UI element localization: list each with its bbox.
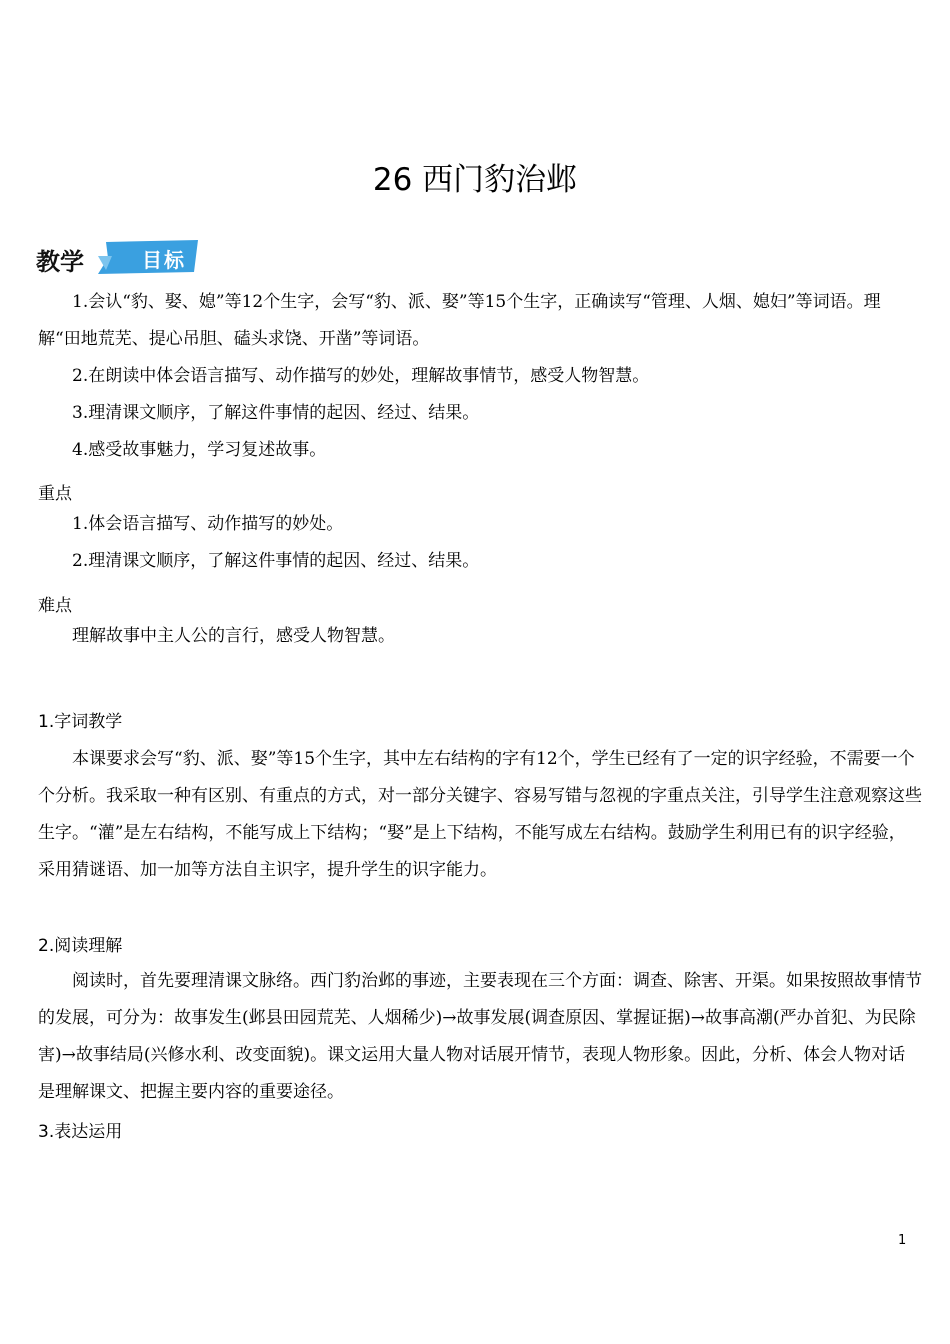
section-heading: 2.阅读理解 (38, 936, 123, 956)
badge-left-label: 教学 (36, 248, 84, 276)
section-text: 阅读时，首先要理清课文脉络。西门豹治邺的事迹，主要表现在三个方面：调查、除害、开渠。如果按照故事情节的发展，可分为：故事发生(邺县田园荒芜、人烟稀少)→故事发展(调查原因、掌握证据)→故事高潮(严办首犯、为民除害)→故事结局(兴修水利、改变面貌)。课文运用大量人物对话展开情节，表现人物形象。因此，分析、体会人物对话是理解课文、把握主要内容的重要途径。 (38, 971, 922, 1102)
key-point-item: 2.理清课文顺序，了解这件事情的起因、经过、结果。 (72, 551, 480, 571)
badge-right-label: 目标 (142, 248, 186, 272)
difficulty-text: 理解故事中主人公的言行，感受人物智慧。 (72, 626, 395, 646)
badge-right-block (98, 240, 200, 274)
goal-item: 3.理清课文顺序，了解这件事情的起因、经过、结果。 (72, 403, 480, 423)
goal-item: 2.在朗读中体会语言描写、动作描写的妙处，理解故事情节，感受人物智慧。 (72, 366, 650, 386)
section-heading: 3.表达运用 (38, 1122, 123, 1142)
goal-item: 4.感受故事魅力，学习复述故事。 (72, 440, 327, 460)
section-heading: 1.字词教学 (38, 712, 123, 732)
section-text: 本课要求会写“豹、派、娶”等15个生字，其中左右结构的字有12个，学生已经有了一定的识字经验，不需要一个个分析。我采取一种有区别、有重点的方式，对一部分关键字、容易写错与忽视的字重点关注，引导学生注意观察这些生字。“灌”是左右结构，不能写成上下结构；“娶”是上下结构，不能写成左右结构。鼓励学生利用已有的识字经验，采用猜谜语、加一加等方法自主识字，提升学生的识字能力。 (38, 749, 922, 880)
page-title: 26 西门豹治邺 (372, 162, 578, 198)
key-points-heading: 重点 (38, 484, 72, 504)
difficulty-heading: 难点 (38, 596, 72, 616)
page-number: 1 (898, 1233, 907, 1248)
teaching-goals-badge (36, 240, 186, 276)
goal-item: 1.会认“豹、娶、媳”等12个生字，会写“豹、派、娶”等15个生字，正确读写“管理、人烟、媳妇”等词语。理解“田地荒芜、提心吊胆、磕头求饶、开凿”等词语。 (38, 292, 881, 349)
key-point-item: 1.体会语言描写、动作描写的妙处。 (72, 514, 344, 534)
